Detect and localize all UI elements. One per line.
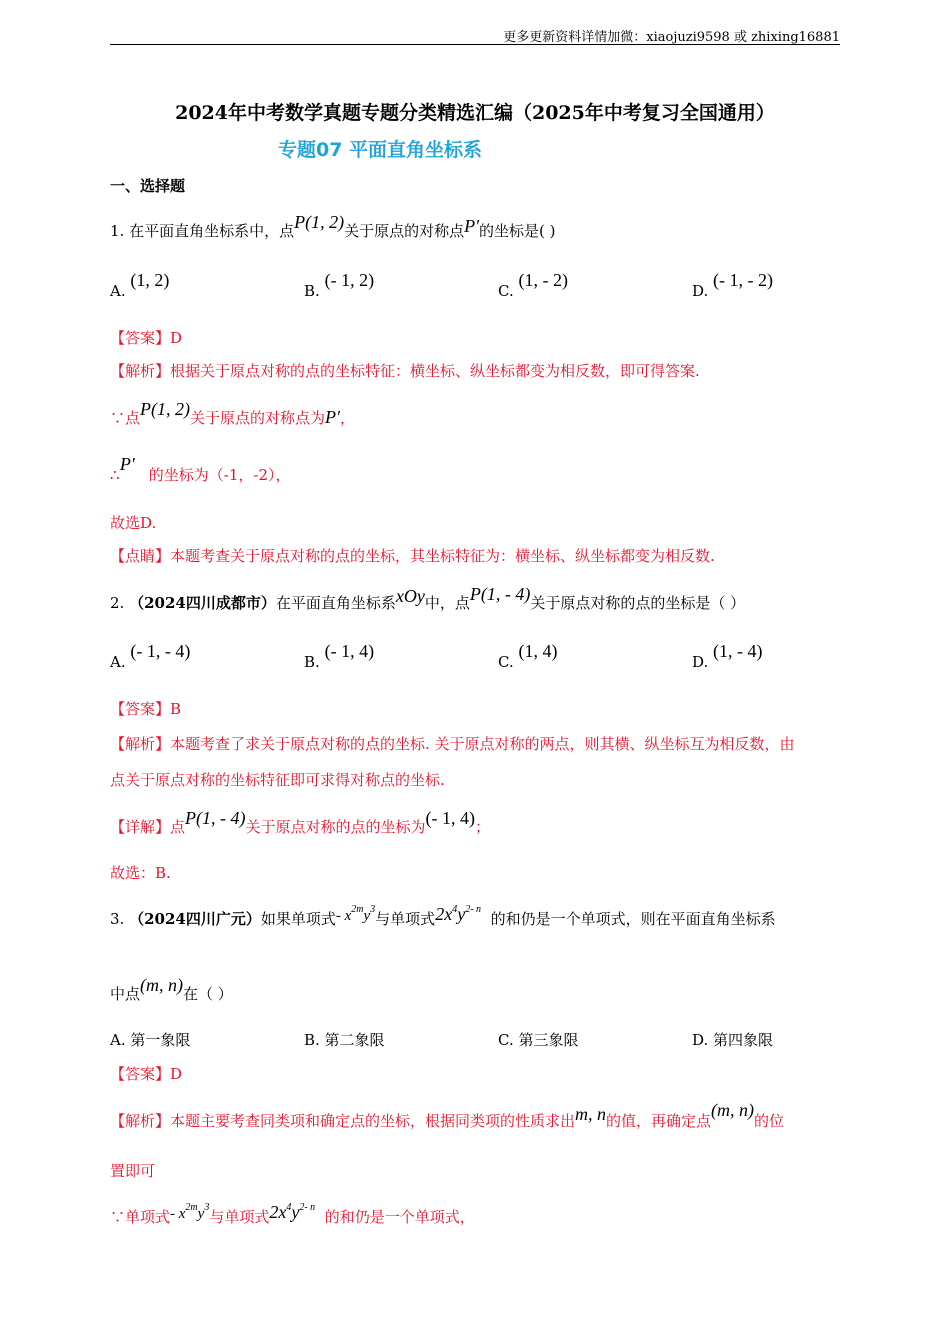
q3-option-c: C. 第三象限 xyxy=(498,1031,579,1049)
q3-stem: 3. （2024四川广元）如果单项式- $x^{2m}y^3$与单项式$2x^4y^{2- n}$ 的和仍是一个单项式，则在平面直角坐标系 xyxy=(110,904,776,928)
q1-therefore: ∴ P′的坐标为（-1，-2）， xyxy=(110,454,291,484)
q3-because: ∵单项式- $x^{2m}y^3$与单项式$2x^4y^{2- n}$ 的和仍是一个单项式， xyxy=(110,1202,475,1226)
q1-because: ∵点P(1, 2)关于原点的对称点为P′， xyxy=(110,399,355,427)
q2-source: （2024四川成都市） xyxy=(129,594,276,612)
q1-option-d: D. (- 1, - 2) xyxy=(692,270,774,300)
q3-analysis-point: (m, n) xyxy=(711,1100,755,1120)
q1-option-c: C. (1, - 2) xyxy=(498,270,568,300)
q3-because-monomial-2: $2x^4y^{2- n}$ xyxy=(269,1202,316,1222)
q2-analysis-1: 【解析】本题考查了求关于原点对称的点的坐标. 关于原点对称的两点，则其横、纵坐标互为相反数，由 xyxy=(110,735,795,753)
q1-option-d-value: (- 1, - 2) xyxy=(713,270,774,290)
q3-option-a: A. 第一象限 xyxy=(110,1031,191,1049)
q1-option-c-value: (1, - 2) xyxy=(518,270,568,290)
q2-point: P(1, - 4) xyxy=(469,584,531,604)
q3-analysis-2: 置即可 xyxy=(110,1162,156,1180)
q3-monomial-1: - $x^{2m}y^3$ xyxy=(335,904,376,924)
q3-point-mn: (m, n) xyxy=(140,975,184,995)
q3-answer: 【答案】D xyxy=(110,1065,183,1083)
q2-detail-point: P(1, - 4) xyxy=(185,808,246,828)
q2-choose: 故选：B. xyxy=(110,864,171,882)
q3-stem-2: 中点(m, n)在（ ） xyxy=(110,975,233,1003)
q2-xoy: xOy xyxy=(395,586,425,606)
q1-stem-b: 关于原点的对称点 xyxy=(344,222,465,240)
q1-pprime: P′ xyxy=(464,216,480,236)
header-rule xyxy=(110,44,840,45)
q2-option-b: B. (- 1, 4) xyxy=(304,641,375,671)
q1-choose: 故选D. xyxy=(110,514,157,532)
q1-analysis: 【解析】根据关于原点对称的点的坐标特征：横坐标、纵坐标都变为相反数，即可得答案. xyxy=(110,362,700,380)
q3-analysis: 【解析】本题主要考查同类项和确定点的坐标，根据同类项的性质求出m, n的值，再确定点(m, n)的位 xyxy=(110,1100,785,1130)
q1-comment: 【点睛】本题考查关于原点对称的点的坐标，其坐标特征为：横坐标、纵坐标都变为相反数. xyxy=(110,547,715,565)
q3-option-b: B. 第二象限 xyxy=(304,1031,385,1049)
q3-monomial-2: $2x^4y^{2- n}$ xyxy=(435,904,482,924)
q2-option-d: D. (1, - 4) xyxy=(692,641,763,671)
section-heading: 一、选择题 xyxy=(110,177,186,195)
q1-stem-a: 1. 在平面直角坐标系中，点 xyxy=(110,222,295,240)
q1-option-a: A. (1, 2) xyxy=(110,270,170,300)
q2-option-c-value: (1, 4) xyxy=(518,641,558,661)
q1-option-b: B. (- 1, 2) xyxy=(304,270,375,300)
q1-option-a-value: (1, 2) xyxy=(130,270,170,290)
q2-option-d-value: (1, - 4) xyxy=(713,641,763,661)
q3-analysis-mn: m, n xyxy=(575,1104,607,1124)
q3-because-monomial-1: - $x^{2m}y^3$ xyxy=(170,1202,210,1222)
q1-stem xyxy=(110,212,556,241)
q2-analysis-2: 点关于原点对称的坐标特征即可求得对称点的坐标. xyxy=(110,771,445,789)
document-subtitle: 专题07 平面直角坐标系 xyxy=(278,139,483,161)
q1-point: P(1, 2) xyxy=(294,212,345,232)
document-title: 2024年中考数学真题专题分类精选汇编（2025年中考复习全国通用） xyxy=(175,102,775,124)
q3-option-d: D. 第四象限 xyxy=(692,1031,774,1049)
q1-answer: 【答案】D xyxy=(110,329,183,347)
q1-option-b-value: (- 1, 2) xyxy=(324,270,375,290)
q3-source: （2024四川广元） xyxy=(129,910,261,928)
q1-therefore-pprime: P′ xyxy=(119,454,135,474)
header-note: 更多更新资料详情加微：xiaojuzi9598 或 zhixing16881 xyxy=(503,30,840,45)
q2-detail-value: (- 1, 4) xyxy=(425,808,475,828)
q1-stem-c: 的坐标是( ) xyxy=(479,222,556,240)
q2-option-b-value: (- 1, 4) xyxy=(324,641,375,661)
q2-answer: 【答案】B xyxy=(110,700,182,718)
q2-option-c: C. (1, 4) xyxy=(498,641,558,671)
q2-option-a: A. (- 1, - 4) xyxy=(110,641,191,671)
q2-option-a-value: (- 1, - 4) xyxy=(130,641,191,661)
q1-because-pprime: P′ xyxy=(325,407,340,427)
q2-stem: 2. （2024四川成都市）在平面直角坐标系xOy中，点P(1, - 4)关于原点对称的点的坐标是（ ） xyxy=(110,584,746,612)
q1-because-point: P(1, 2) xyxy=(140,399,190,419)
q2-detail: 【详解】点P(1, - 4)关于原点对称的点的坐标为(- 1, 4)； xyxy=(110,808,491,836)
